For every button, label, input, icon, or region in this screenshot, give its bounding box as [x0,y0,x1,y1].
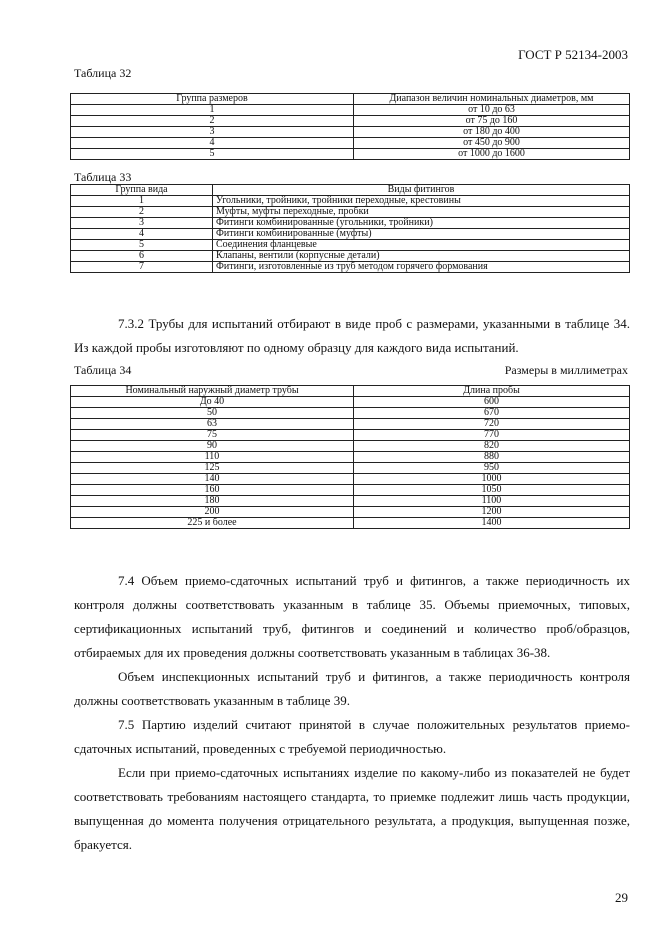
table34-row [71,397,630,408]
table32-row [71,116,630,127]
table33-cell: Клапаны, вентили (корпусные детали) [213,251,630,262]
table34-cell: 180 [71,496,354,507]
table33-cell: Фитинги, изготовленные из труб методом горячего формования [213,262,630,273]
table34-row [71,485,630,496]
table33-header-group: Группа вида [71,185,213,196]
table34-cell: 720 [354,419,630,430]
table34-units: Размеры в миллиметрах [504,363,628,377]
table34-cell: 1400 [354,518,630,529]
table33-cell: Соединения фланцевые [213,240,630,251]
body-text [74,569,630,857]
table33-cell: 6 [71,251,213,262]
table34-cell: 1050 [354,485,630,496]
table34-cell: 770 [354,430,630,441]
table33-header-types: Виды фитингов [213,185,630,196]
table32-row [71,138,630,149]
table32-row [71,105,630,116]
table33-cell: 1 [71,196,213,207]
table33-cell: 2 [71,207,213,218]
table34-cell: 63 [71,419,354,430]
table33-cell: Муфты, муфты переходные, пробки [213,207,630,218]
table32-header-range: Диапазон величин номинальных диаметров, мм [354,94,630,105]
table34-cell: 140 [71,474,354,485]
table32-cell: 1 [71,105,354,116]
table34-cell: 110 [71,452,354,463]
table34-row [71,507,630,518]
table33-row [71,196,630,207]
paragraph-inspection: Объем инспекционных испытаний труб и фитингов, а также периодичность контроля должны соответствовать указанным в таблице 39. [74,669,630,708]
page-number: 29 [615,890,628,905]
table34-row [71,430,630,441]
table34-cell: 950 [354,463,630,474]
table34-row [71,474,630,485]
table34-row [71,452,630,463]
table34-cell: 1200 [354,507,630,518]
table34-cell: 1100 [354,496,630,507]
table34-cell: 125 [71,463,354,474]
table34-row [71,419,630,430]
table33-cell: 5 [71,240,213,251]
table33-cell: Угольники, тройники, тройники переходные, крестовины [213,196,630,207]
paragraph-74: 7.4 Объем приемо-сдаточных испытаний труб и фитингов, а также периодичность их контроля должны соответствовать указанным в таблице 35. Объемы приемочных, типовых, сертификационных испытаний труб, фитингов и соединений и количество проб/образцов, отбираемых для их проведения должны соответствовать указанным в таблицах 36-38. [74,573,630,660]
paragraph-732-text: 7.3.2 Трубы для испытаний отбирают в виде проб с размерами, указанными в таблице 34. Из каждой пробы изготовляют по одному образцу для каждого вида испытаний. [74,316,630,355]
table32-cell: от 10 до 63 [354,105,630,116]
paragraph-75: 7.5 Партию изделий считают принятой в случае положительных результатов приемо-сдаточных испытаний, проведенных с требуемой периодичностью. [74,717,630,756]
table32-header-group: Группа размеров [71,94,354,105]
table34-cell: 225 и более [71,518,354,529]
table34-row [71,463,630,474]
table34-cell: 600 [354,397,630,408]
table32-caption: Таблица 32 [74,66,132,80]
table33-cell: Фитинги комбинированные (угольники, тройники) [213,218,630,229]
table33-row [71,262,630,273]
table34-row [71,496,630,507]
table33 [70,184,630,273]
table34-cell: 820 [354,441,630,452]
table34-cell: 160 [71,485,354,496]
table33-row [71,229,630,240]
table33-cell: Фитинги комбинированные (муфты) [213,229,630,240]
table33-cell: 7 [71,262,213,273]
table34-cell: 1000 [354,474,630,485]
table34-cell: 200 [71,507,354,518]
table32-row [71,127,630,138]
table33-cell: 4 [71,229,213,240]
table33-row [71,240,630,251]
table33-row [71,207,630,218]
table32-cell: от 75 до 160 [354,116,630,127]
table34-cell: 880 [354,452,630,463]
document-header: ГОСТ Р 52134-2003 [518,47,628,62]
table32-cell: 2 [71,116,354,127]
table33-cell: 3 [71,218,213,229]
table34-row [71,408,630,419]
table33-caption: Таблица 33 [74,170,132,184]
table34-caption: Таблица 34 [74,363,132,377]
table34-cell: 75 [71,430,354,441]
table34-row [71,441,630,452]
table32-cell: 4 [71,138,354,149]
table32-cell: от 1000 до 1600 [354,149,630,160]
table32-row [71,149,630,160]
table34-cell: 90 [71,441,354,452]
table33-row [71,218,630,229]
table32 [70,93,630,160]
table34-row [71,518,630,529]
table32-cell: от 180 до 400 [354,127,630,138]
table34-cell: 670 [354,408,630,419]
table34-cell: До 40 [71,397,354,408]
table32-cell: от 450 до 900 [354,138,630,149]
table34-cell: 50 [71,408,354,419]
table32-cell: 5 [71,149,354,160]
table34-header-diameter: Номинальный наружный диаметр трубы [71,386,354,397]
paragraph-732 [74,312,630,360]
table34 [70,385,630,529]
table34-header-length: Длина пробы [354,386,630,397]
table33-row [71,251,630,262]
table32-cell: 3 [71,127,354,138]
paragraph-acceptance: Если при приемо-сдаточных испытаниях изделие по какому-либо из показателей не будет соответствовать требованиям настоящего стандарта, то приемке подлежит лишь часть продукции, выпущенная до момента получения отрицательного результата, а продукция, выпущенная позже, бракуется. [74,765,630,852]
